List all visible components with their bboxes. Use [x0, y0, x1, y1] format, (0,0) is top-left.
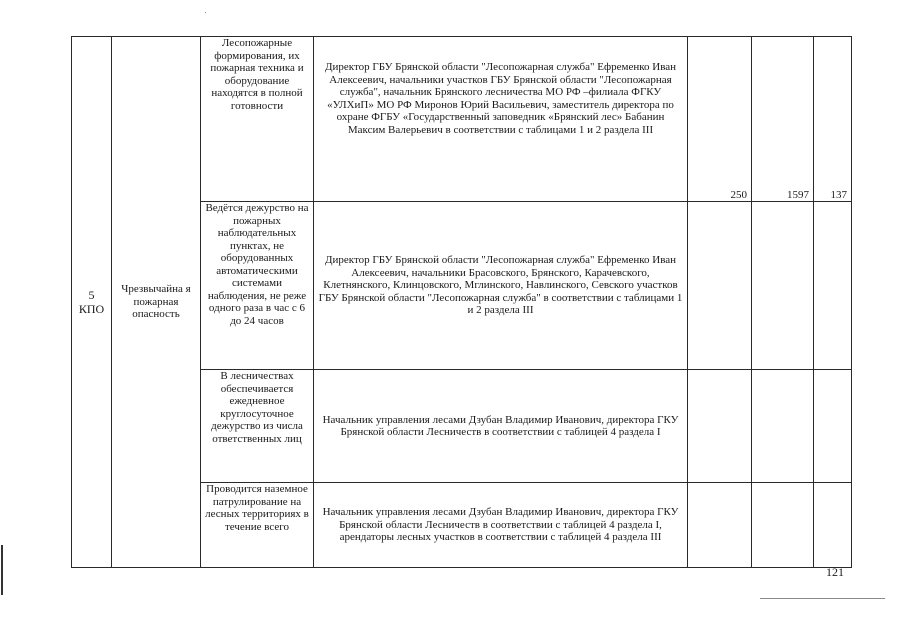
responsible-text: Начальник управления лесами Дзубан Владимир Иванович, директора ГКУ Брянской области Лесничеств в соответствии с таблицей 4 раздела I [322, 413, 679, 438]
item-number-cell [72, 37, 112, 568]
page-number: 121 [826, 565, 844, 579]
value-cell [752, 370, 814, 483]
responsible-cell [314, 483, 688, 568]
value-3: 137 [830, 188, 847, 201]
value-cell [688, 483, 752, 568]
measure-cell [201, 483, 314, 568]
measure-cell [201, 202, 314, 370]
value-1: 250 [730, 188, 747, 201]
item-code: КПО [78, 302, 105, 316]
measure-text: Проводится наземное патрулирование на лесных территориях в течение всего [205, 483, 309, 533]
measure-text: В лесничествах обеспечивается ежедневное круглосуточное дежурство из числа ответственных лиц [211, 370, 303, 445]
item-number: 5 [88, 288, 95, 302]
regime-cell [112, 37, 201, 568]
measure-cell [201, 37, 314, 202]
value-cell [688, 37, 752, 202]
fire-danger-measures-table [71, 36, 852, 568]
value-cell [814, 483, 852, 568]
responsible-text: Начальник управления лесами Дзубан Владимир Иванович, директора ГКУ Брянской области Лесничеств в соответствии с таблицей 4 раздела I, арендаторы лесных участков в соответствии с таблицей 4 раздела III [322, 506, 679, 544]
measure-cell [201, 370, 314, 483]
value-cell [814, 37, 852, 202]
value-cell [814, 202, 852, 370]
measure-text: Ведётся дежурство на пожарных наблюдательных пунктах, не оборудованных автоматическими системами наблюдения, не реже одного раза в час с 6 до 24 часов [205, 202, 309, 327]
scan-edge-mark [760, 598, 885, 599]
value-2: 1597 [787, 188, 809, 201]
responsible-cell [314, 37, 688, 202]
scan-speck [205, 12, 206, 13]
responsible-text: Директор ГБУ Брянской области "Лесопожарная служба" Ефременко Иван Алексеевич, начальники участков ГБУ Брянской области "Лесопожарная служба", начальник Брянского лесничества МО РФ –филиала ФГКУ «УЛХиП» МО РФ Миронов Юрий Васильевич, заместитель директора по охране ФГБУ «Государственный заповедник «Брянский лес» Бабанин Максим Валерьевич в соответствии с таблицами 1 и 2 раздела III [324, 61, 677, 136]
table-row [72, 37, 852, 202]
responsible-cell [314, 202, 688, 370]
value-cell [752, 37, 814, 202]
responsible-cell [314, 370, 688, 483]
value-cell [752, 202, 814, 370]
value-cell [752, 483, 814, 568]
measure-text: Лесопожарные формирования, их пожарная техника и оборудование находятся в полной готовности [210, 37, 304, 112]
regime-label: Чрезвычайна я пожарная опасность [121, 283, 191, 321]
value-cell [688, 202, 752, 370]
scan-edge-mark [1, 545, 3, 595]
responsible-text: Директор ГБУ Брянской области "Лесопожарная служба" Ефременко Иван Алексеевич, начальники Брасовского, Брянского, Карачевского, Клетнянского, Клинцовского, Мглинского, Навлинского, Севского участков ГБУ Брянской области "Лесопожарная служба" в соответствии с таблицами 1 и 2 раздела III [318, 254, 683, 317]
value-cell [688, 370, 752, 483]
value-cell [814, 370, 852, 483]
